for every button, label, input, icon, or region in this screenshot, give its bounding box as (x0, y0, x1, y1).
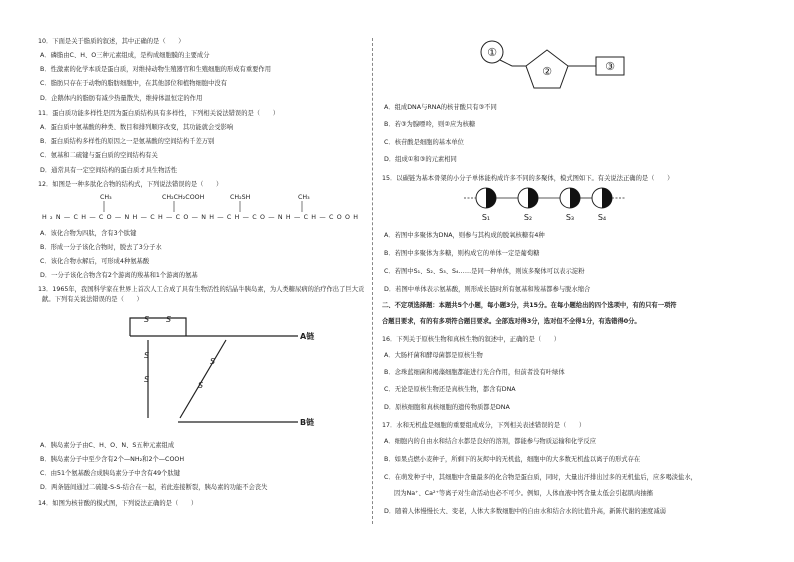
polypeptide-formula (38, 190, 364, 226)
q12-option-a: A．该化合物为四肽，含有3个肽键 (40, 230, 137, 237)
q12-option-b: B．形成一分子该化合物时，脱去了3分子水 (40, 244, 162, 251)
monomer-1 (476, 188, 496, 208)
insulin-s-1: S (144, 315, 150, 324)
formula-main-chain: H₂N—CH—CO—NH—CH—CO—NH—CH—CO—NH—CH—COOH (42, 214, 358, 221)
monomer-label-s3: S₃ (565, 213, 575, 222)
q14-stem: 14．如图为核苷酸的模式图，下列说法正确的是（ ） (38, 500, 198, 507)
nucleotide-diagram (478, 38, 648, 94)
q14-option-d: D．组成①和③的元素相同 (384, 156, 457, 163)
formula-r2: CH₂CH₂COOH (162, 194, 205, 201)
q13-stem-line2: 献。下列有关说法错误的是（ ） (42, 296, 143, 303)
formula-r1: CH₃ (100, 194, 112, 201)
q13-option-a: A．胰岛素分子由C、H、O、N、S五种元素组成 (40, 442, 175, 449)
insulin-s-6: S (198, 381, 204, 390)
section-2-heading: 二、不定项选择题：本题共5个小题，每小题3分，共15分。在每小题给出的四个选项中，有的只有一项符 (382, 302, 677, 309)
nucleotide-part-2: ② (542, 65, 552, 78)
monomer-4 (592, 188, 612, 208)
q17-option-b: B．如果点燃小麦种子，所剩下的灰烬中的无机盐，细胞中的大多数无机盐以离子的形式存在 (384, 456, 641, 463)
q13-option-d: D．两条链间通过二硫键-S-S-结合在一起，若此连接断裂，胰岛素的功能不会丧失 (40, 484, 268, 491)
q11-option-d: D．通常具有一定空间结构的蛋白质才具生物活性 (40, 167, 178, 174)
q12-option-d: D．一分子该化合物含有2个游离的羧基和1个游离的氨基 (40, 272, 198, 279)
insulin-s-2: S (166, 315, 172, 324)
section-2-instructions: 合题目要求，有的有多项符合题目要求。全部选对得3分，选对但不全得1分，有选错得0分。 (382, 318, 641, 325)
q16-option-a: A．大肠杆菌和酵母菌都是原核生物 (384, 352, 483, 359)
q10-option-a: A．磷脂由C、H、O三种元素组成，是构成细胞膜的主要成分 (40, 52, 210, 59)
column-divider (372, 38, 373, 524)
q15-option-a: A．若图中多聚体为DNA，则参与其构成的脱氧核糖有4种 (384, 232, 545, 239)
formula-r4: CH₃ (298, 194, 310, 201)
q16-option-b: B．念珠蓝细菌和褐藻细胞都能进行光合作用，但前者没有叶绿体 (384, 369, 565, 376)
q17-option-a: A．细胞内的自由水和结合水都是良好的溶剂，都能参与物质运输和化学反应 (384, 438, 597, 445)
chain-a-label: A链 (300, 332, 315, 341)
q13-stem-line1: 13．1965年，我国科学家在世界上首次人工合成了具有生物活性的结晶牛胰岛素，为人类糖尿病的治疗作出了巨大贡 (38, 286, 365, 293)
q15-option-c: C．若图中S₁、S₂、S₃、S₄……是同一种单体，则该多聚体可以表示淀粉 (384, 268, 585, 275)
q17-option-c-continued: 因为Na⁺、Ca²⁺等离子对生命活动也必不可少。例如，人体血液中钙含量太低会引起肌肉抽搐 (394, 490, 653, 497)
q15-option-b: B．若图中多聚体为多糖，则构成它的单体一定是葡萄糖 (384, 250, 540, 257)
q15-stem: 15．以碳链为基本骨架的小分子单体能构成许多不同的多聚体，模式图如下。有关说法正确的是（ ） (382, 175, 674, 182)
q11-stem: 11．蛋白质功能多样性是因为蛋白质结构具有多样性，下列相关说法错误的是（ ） (38, 110, 279, 117)
q11-option-c: C．氨基和二硫键与蛋白质的空间结构有关 (40, 152, 158, 159)
chain-b-label: B链 (300, 418, 315, 427)
insulin-s-3: S (144, 351, 150, 360)
q10-option-c: C．脂肪只存在于动物的脂肪细胞中，在其他部位和植物细胞中没有 (40, 80, 228, 87)
q14-option-c: C．核苷酸是细胞的基本单位 (384, 139, 464, 146)
monomer-3 (560, 188, 580, 208)
polymer-diagram (462, 186, 642, 226)
q16-stem: 16．下列关于原核生物和真核生物的叙述中，正确的是（ ） (382, 336, 561, 343)
monomer-label-s1: S₁ (481, 213, 491, 222)
q10-option-b: B．性激素的化学本质是蛋白质，对维持动物生殖器官和生殖细胞的形成有重要作用 (40, 66, 272, 73)
q13-option-c: C．由51个氨基酸合成胰岛素分子中含有49个肽键 (40, 470, 181, 477)
q15-option-d: D．若图中单体表示氨基酸，则形成长链时所有氨基和羧基都参与脱水缩合 (384, 286, 591, 293)
q14-option-b: B．若③为腺嘌呤，则②应为核糖 (384, 121, 476, 128)
insulin-s-5: S (210, 357, 216, 366)
insulin-diagram (118, 306, 318, 436)
q11-option-a: A．蛋白质中氨基酸的种类、数目和排列顺序改变，其功能就会受影响 (40, 124, 234, 131)
nucleotide-part-3: ③ (605, 60, 615, 73)
nucleotide-part-1: ① (487, 46, 497, 59)
monomer-label-s4: S₄ (597, 213, 607, 222)
q16-option-c: C．无论是原核生物还是真核生物，都含有DNA (384, 386, 516, 393)
q14-option-a: A．组成DNA与RNA的核苷酸只有③不同 (384, 104, 497, 111)
q13-option-b: B．胰岛素分子中至少含有2个—NH₂和2个—COOH (40, 456, 185, 463)
insulin-s-4: S (144, 375, 150, 384)
q10-option-d: D．企鹅体内的脂肪有减少热量散失，维持体温恒定的作用 (40, 95, 203, 102)
q11-option-b: B．蛋白质结构多样性的原因之一是氨基酸的空间结构千差万别 (40, 138, 215, 145)
q17-option-d: D．随着人体慢慢长大、变老，人体大多数细胞中的自由水和结合水的比值升高，新陈代谢的速度减弱 (384, 508, 666, 515)
monomer-label-s2: S₂ (523, 213, 533, 222)
q16-option-d: D．原核细胞和真核细胞的遗传物质都是DNA (384, 404, 510, 411)
monomer-2 (518, 188, 538, 208)
q17-stem: 17．水和无机盐是细胞的重要组成成分，下列相关表述错误的是（ ） (382, 422, 586, 429)
formula-r3: CH₂SH (230, 194, 251, 201)
q12-stem: 12．如图是一种多肽化合物的结构式，下列说法错误的是（ ） (38, 181, 223, 188)
q17-option-c: C．在萌发种子中，其细胞中含量最多的化合物是蛋白质，同时，大量出汗排出过多的无机盐后，应多喝淡盐水， (384, 474, 697, 481)
q10-stem: 10．下面是关于脂质的叙述，其中正确的是（ ） (38, 38, 185, 45)
q12-option-c: C．该化合物水解后，可形成4种氨基酸 (40, 258, 150, 265)
